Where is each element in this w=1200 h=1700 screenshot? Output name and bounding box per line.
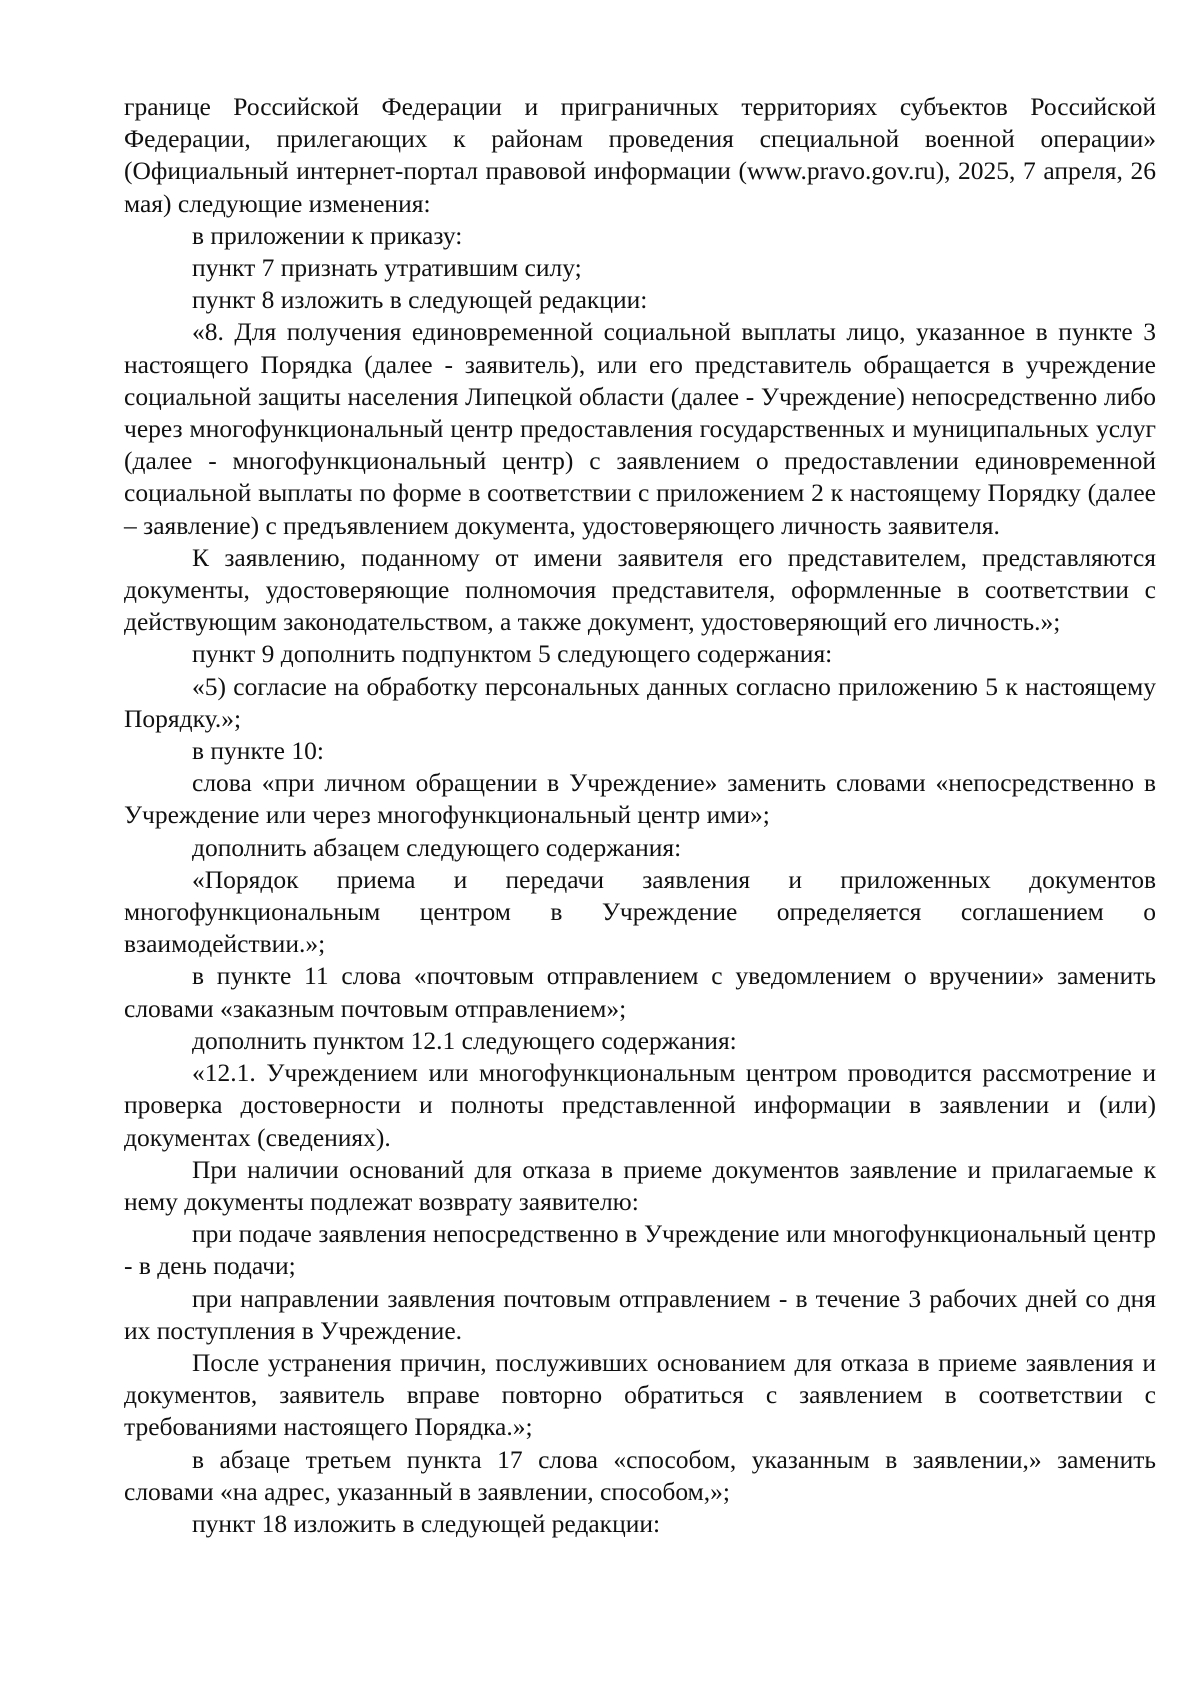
- paragraph-5: «8. Для получения единовременной социальной выплаты лицо, указанное в пункте 3 настоящего Порядка (далее - заявитель), или его представитель обращается в учреждение социальной защиты населения Липецкой области (далее - Учреждение) непосредственно либо через многофункциональный центр предоставления государственных и муниципальных услуг (далее - многофункциональный центр) с заявлением о предоставлении единовременной социальной выплаты по форме в соответствии с приложением 2 к настоящему Порядку (далее – заявление) с предъявлением документа, удостоверяющего личность заявителя.: [124, 317, 1156, 540]
- paragraph-19: После устранения причин, послуживших основанием для отказа в приеме заявления и документов, заявитель вправе повторно обратиться с заявлением в соответствии с требованиями настоящего Порядка.»;: [124, 1347, 1156, 1442]
- paragraph-17: при подаче заявления непосредственно в Учреждение или многофункциональный центр - в день подачи;: [124, 1219, 1156, 1281]
- paragraph-18: при направлении заявления почтовым отправлением - в течение 3 рабочих дней со дня их поступления в Учреждение.: [124, 1283, 1156, 1345]
- paragraph-6: К заявлению, поданному от имени заявителя его представителем, представляются документы, удостоверяющие полномочия представителя, оформленные в соответствии с действующим законодательством, а также документ, удостоверяющий его личность.»;: [124, 542, 1156, 637]
- paragraph-2: в приложении к приказу:: [192, 220, 463, 250]
- paragraph-12: «Порядок приема и передачи заявления и приложенных документов многофункциональным центром в Учреждение определяется соглашением о взаимодействии.»;: [124, 864, 1156, 959]
- paragraph-10: слова «при личном обращении в Учреждение» заменить словами «непосредственно в Учреждение или через многофункциональный центр ими»;: [124, 768, 1156, 830]
- paragraph-4: пункт 8 изложить в следующей редакции:: [192, 285, 648, 315]
- paragraph-3: пункт 7 признать утратившим силу;: [192, 253, 582, 283]
- paragraph-20: в абзаце третьем пункта 17 слова «способом, указанным в заявлении,» заменить словами «на адрес, указанный в заявлении, способом,»;: [124, 1444, 1156, 1506]
- paragraph-7: пункт 9 дополнить подпунктом 5 следующего содержания:: [192, 639, 833, 669]
- document-page: [124, 91, 1156, 1540]
- paragraph-15: «12.1. Учреждением или многофункциональным центром проводится рассмотрение и проверка достоверности и полноты представленной информации в заявлении и (или) документах (сведениях).: [124, 1058, 1156, 1152]
- paragraph-14: дополнить пунктом 12.1 следующего содержания:: [192, 1025, 737, 1055]
- paragraph-8: «5) согласие на обработку персональных данных согласно приложению 5 к настоящему Порядку.»;: [124, 671, 1156, 733]
- paragraph-9: в пункте 10:: [192, 736, 324, 766]
- paragraph-11: дополнить абзацем следующего содержания:: [192, 832, 682, 862]
- paragraph-1: границе Российской Федерации и приграничных территориях субъектов Российской Федерации, прилегающих к районам проведения специальной военной операции» (Официальный интернет-портал правовой информации (www.pravo.gov.ru), 2025, 7 апреля, 26 мая) следующие изменения:: [124, 92, 1156, 218]
- paragraph-21: пункт 18 изложить в следующей редакции:: [192, 1508, 661, 1538]
- paragraph-13: в пункте 11 слова «почтовым отправлением с уведомлением о вручении» заменить словами «заказным почтовым отправлением»;: [124, 961, 1156, 1023]
- paragraph-16: При наличии оснований для отказа в приеме документов заявление и прилагаемые к нему документы подлежат возврату заявителю:: [124, 1154, 1156, 1216]
